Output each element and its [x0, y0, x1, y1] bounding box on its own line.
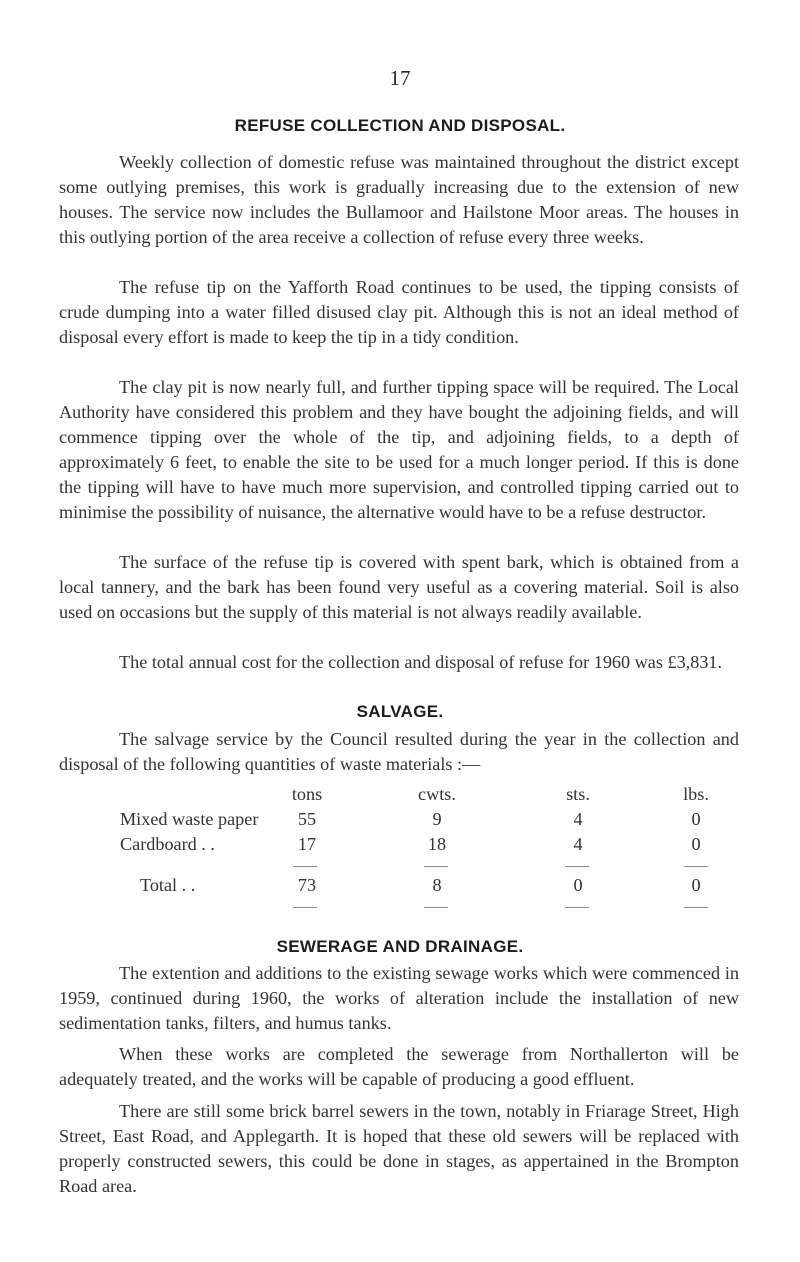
total-rule-sts	[565, 866, 589, 867]
page-number: 17	[389, 66, 411, 90]
refuse-heading: REFUSE COLLECTION AND DISPOSAL.	[234, 116, 566, 135]
salvage-table-header	[0, 784, 800, 808]
total-label: Total . .	[140, 875, 196, 895]
closing-rule-cwts	[424, 907, 448, 908]
row-sts: 4	[573, 834, 583, 854]
refuse-paragraph-3: The clay pit is now nearly full, and further tipping space will be required. The Local Authority have considered this problem and they have bought the adjoining fields, and will commence tipping over the whole of the tip, and adjoining fields, to a depth of approximately 6 feet, to enable the site to be used for a much longer period. If this is done the tipping will have to have much more supervision, and controlled tipping carried out to minimise the possibility of nuisance, the alternative would have to be a refuse destructor.	[59, 377, 739, 522]
row-lbs: 0	[691, 809, 701, 829]
row-cwts: 9	[432, 809, 442, 829]
row-label: Mixed waste paper	[120, 809, 259, 829]
total-cwts: 8	[432, 875, 442, 895]
total-tons: 73	[297, 875, 317, 895]
refuse-paragraph-2: The refuse tip on the Yafforth Road continues to be used, the tipping consists of crude dumping into a water filled disused clay pit. Although this is not an ideal method of disposal every effort is made to keep the tip in a tidy condition.	[59, 277, 739, 347]
row-tons: 17	[297, 834, 317, 854]
total-sts: 0	[573, 875, 583, 895]
total-lbs: 0	[691, 875, 701, 895]
header-lbs: lbs.	[683, 784, 709, 804]
refuse-paragraph-1: Weekly collection of domestic refuse was maintained throughout the district except some outlying premises, this work is gradually increasing due to the extension of new houses. The service now includes the Bullamoor and Hailstone Moor areas. The houses in this outlying portion of the area receive a collection of refuse every three weeks.	[59, 152, 739, 247]
row-lbs: 0	[691, 834, 701, 854]
row-sts: 4	[573, 809, 583, 829]
sewerage-paragraph-1: The extention and additions to the existing sewage works which were commenced in 1959, continued during 1960, the works of alteration include the installation of new sedimentation tanks, filters, and humus tanks.	[59, 963, 739, 1033]
total-rule-tons	[293, 866, 317, 867]
salvage-heading: SALVAGE.	[356, 702, 444, 721]
row-tons: 55	[297, 809, 317, 829]
sewerage-paragraph-2: When these works are completed the sewerage from Northallerton will be adequately treated, and the works will be capable of producing a good effluent.	[59, 1044, 739, 1089]
header-sts: sts.	[566, 784, 590, 804]
row-label: Cardboard . .	[120, 834, 215, 854]
sewerage-paragraph-3: There are still some brick barrel sewers in the town, notably in Friarage Street, High Street, East Road, and Applegarth. It is hoped that these old sewers will be replaced with properly constructed sewers, this could be done in stages, as appertained in the Brompton Road area.	[59, 1101, 739, 1196]
total-rule-lbs	[684, 866, 708, 867]
closing-rule-sts	[565, 907, 589, 908]
refuse-paragraph-4: The surface of the refuse tip is covered with spent bark, which is obtained from a local tannery, and the bark has been found very useful as a covering material. Soil is also used on occasions but the supply of this material is not always readily available.	[59, 552, 739, 622]
salvage-intro: The salvage service by the Council resulted during the year in the collection and disposal of the following quantities of waste materials :—	[59, 729, 739, 774]
total-rule-cwts	[424, 866, 448, 867]
table-row	[0, 809, 800, 833]
header-tons: tons	[291, 784, 323, 804]
table-row	[0, 834, 800, 858]
row-cwts: 18	[427, 834, 447, 854]
closing-rule-tons	[293, 907, 317, 908]
table-total-row	[0, 875, 800, 899]
header-cwts: cwts.	[418, 784, 456, 804]
refuse-cost-paragraph: The total annual cost for the collection and disposal of refuse for 1960 was £3,831.	[119, 652, 723, 672]
closing-rule-lbs	[684, 907, 708, 908]
sewerage-heading: SEWERAGE AND DRAINAGE.	[276, 937, 524, 956]
